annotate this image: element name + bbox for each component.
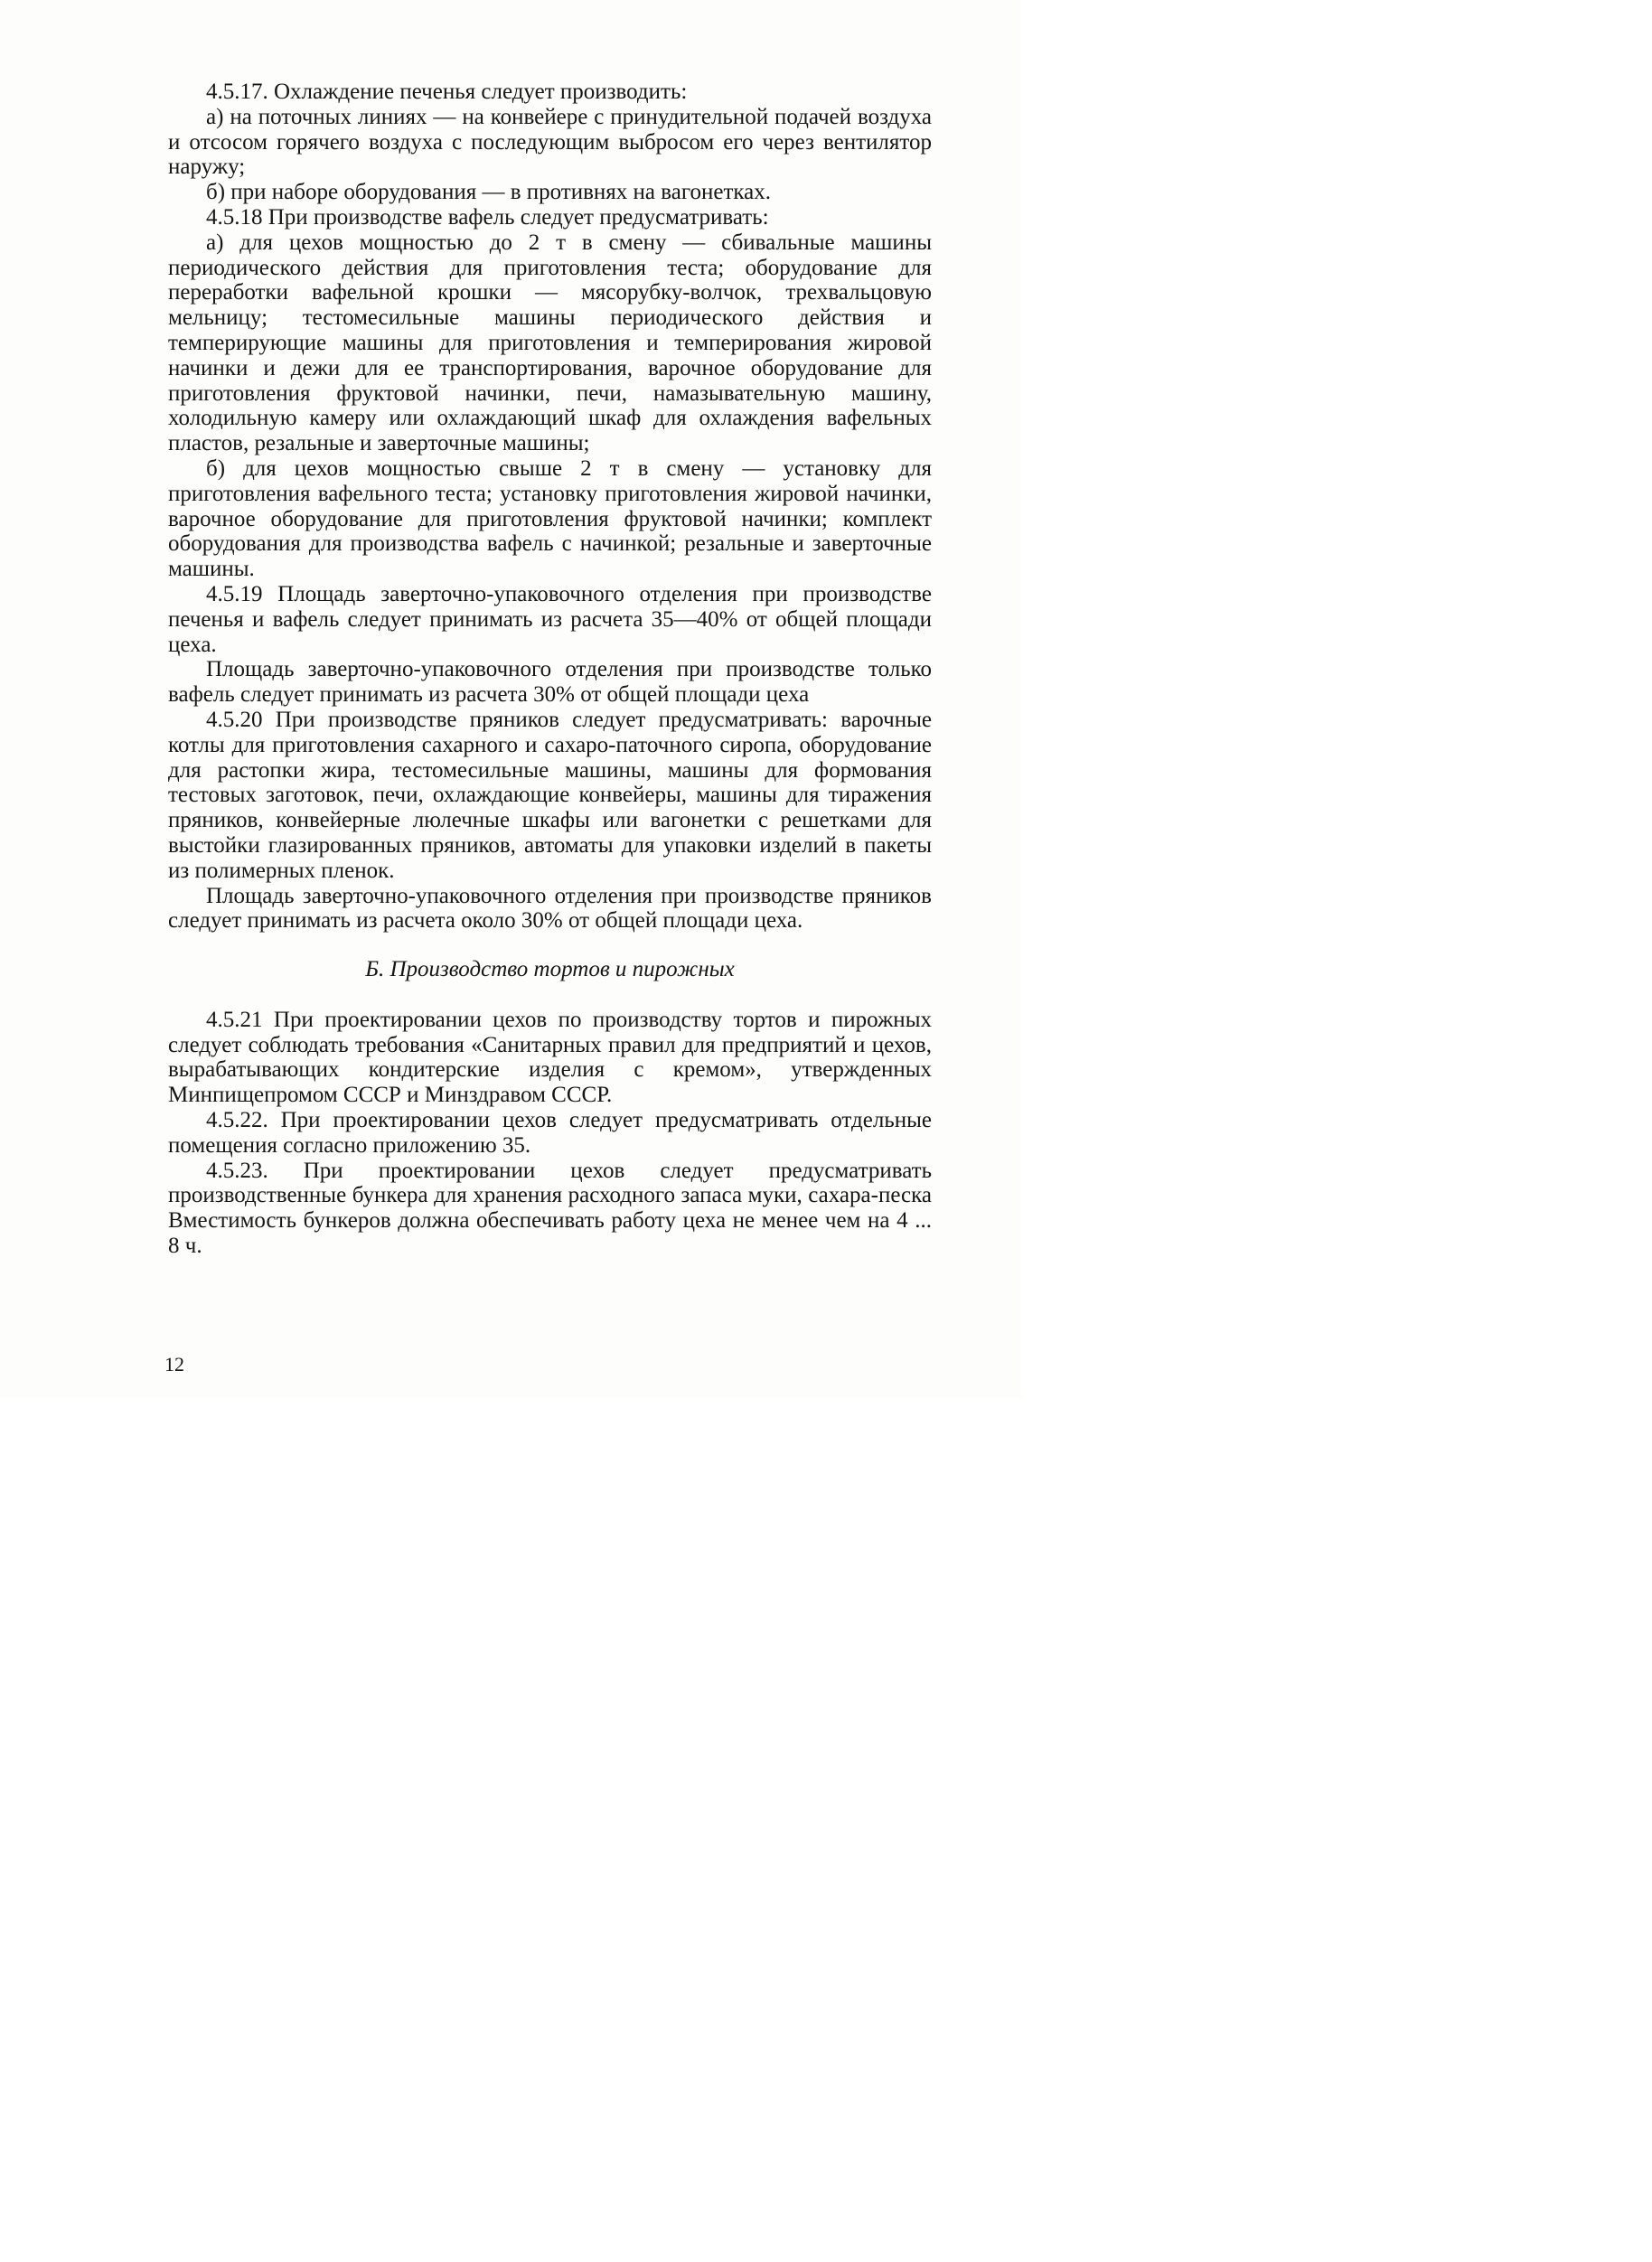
page-number: 12 <box>164 1353 184 1375</box>
paragraph-4-5-20: 4.5.20 При производстве пряников следует предусматривать: варочные котлы для приготовления сахарного и сахаро-паточного сиропа, оборудование для растопки жира, тестомесильные машины, машины для формования тестовых заготовок, печи, охлаждающие конвейеры, машины для тиражения пряников, конвейерные люлечные шкафы или вагонетки с решетками для выстойки глазированных пряников, автоматы для упаковки изделий в пакеты из полимерных пленок. <box>168 707 932 883</box>
paragraph-4-5-17-a: а) на поточных линиях — на конвейере с принудительной подачей воздуха и отсосом горячего воздуха с последующим выбросом его через вентилятор наружу; <box>168 104 932 180</box>
section-heading: Б. Производство тортов и пирожных <box>365 957 735 982</box>
paragraph-4-5-17-b: б) при наборе оборудования — в противнях на вагонетках. <box>206 180 771 205</box>
paragraph-4-5-21: 4.5.21 При проектировании цехов по производству тортов и пирожных следует соблюдать требования «Санитарных правил для предприятий и цехов, вырабатывающих кондитерские изделия с кремом», утвержденных Минпищепромом СССР и Минздравом СССР. <box>168 1007 932 1108</box>
paragraph-4-5-18: 4.5.18 При производстве вафель следует предусматривать: <box>206 204 769 230</box>
paragraph-4-5-19: 4.5.19 Площадь заверточно-упаковочного отделения при производстве печенья и вафель следует принимать из расчета 35—40% от общей площади цеха. <box>168 581 932 657</box>
paragraph-4-5-23: 4.5.23. При проектировании цехов следует предусматривать производственные бункера для хранения расходного запаса муки, сахара-песка Вместимость бункеров должна обеспечивать работу цеха не менее чем на 4 ... 8 ч. <box>168 1158 932 1259</box>
paragraph-4-5-20-area: Площадь заверточно-упаковочного отделения при производстве пряников следует принимать из расчета около 30% от общей площади цеха. <box>168 883 932 934</box>
paragraph-4-5-18-a: а) для цехов мощностью до 2 т в смену — сбивальные машины периодического действия для приготовления теста; оборудование для переработки вафельной крошки — мясорубку-волчок, трехвальцовую мельницу; тестомесильные машины периодического действия и темперирующие машины для приготовления и темперирования жировой начинки и дежи для ее транспортирования, варочное оборудование для приготовления фруктовой начинки, печи, намазывательную машину, холодильную камеру или охлаждающий шкаф для охлаждения вафельных пластов, резальные и заверточные машины; <box>168 230 932 456</box>
paragraph-4-5-18-b: б) для цехов мощностью свыше 2 т в смену — установку для приготовления вафельного теста; установку приготовления жировой начинки, варочное оборудование для приготовления фруктовой начинки; комплект оборудования для производства вафель с начинкой; резальные и заверточные машины. <box>168 455 932 582</box>
document-body <box>168 80 932 1259</box>
paragraph-4-5-17: 4.5.17. Охлаждение печенья следует производить: <box>206 80 688 104</box>
document-page <box>0 0 1021 1398</box>
paragraph-4-5-19-waffles: Площадь заверточно-упаковочного отделения при производстве только вафель следует принимать из расчета 30% от общей площади цеха <box>168 657 932 708</box>
paragraph-4-5-22: 4.5.22. При проектировании цехов следует предусматривать отдельные помещения согласно приложению 35. <box>168 1108 932 1158</box>
